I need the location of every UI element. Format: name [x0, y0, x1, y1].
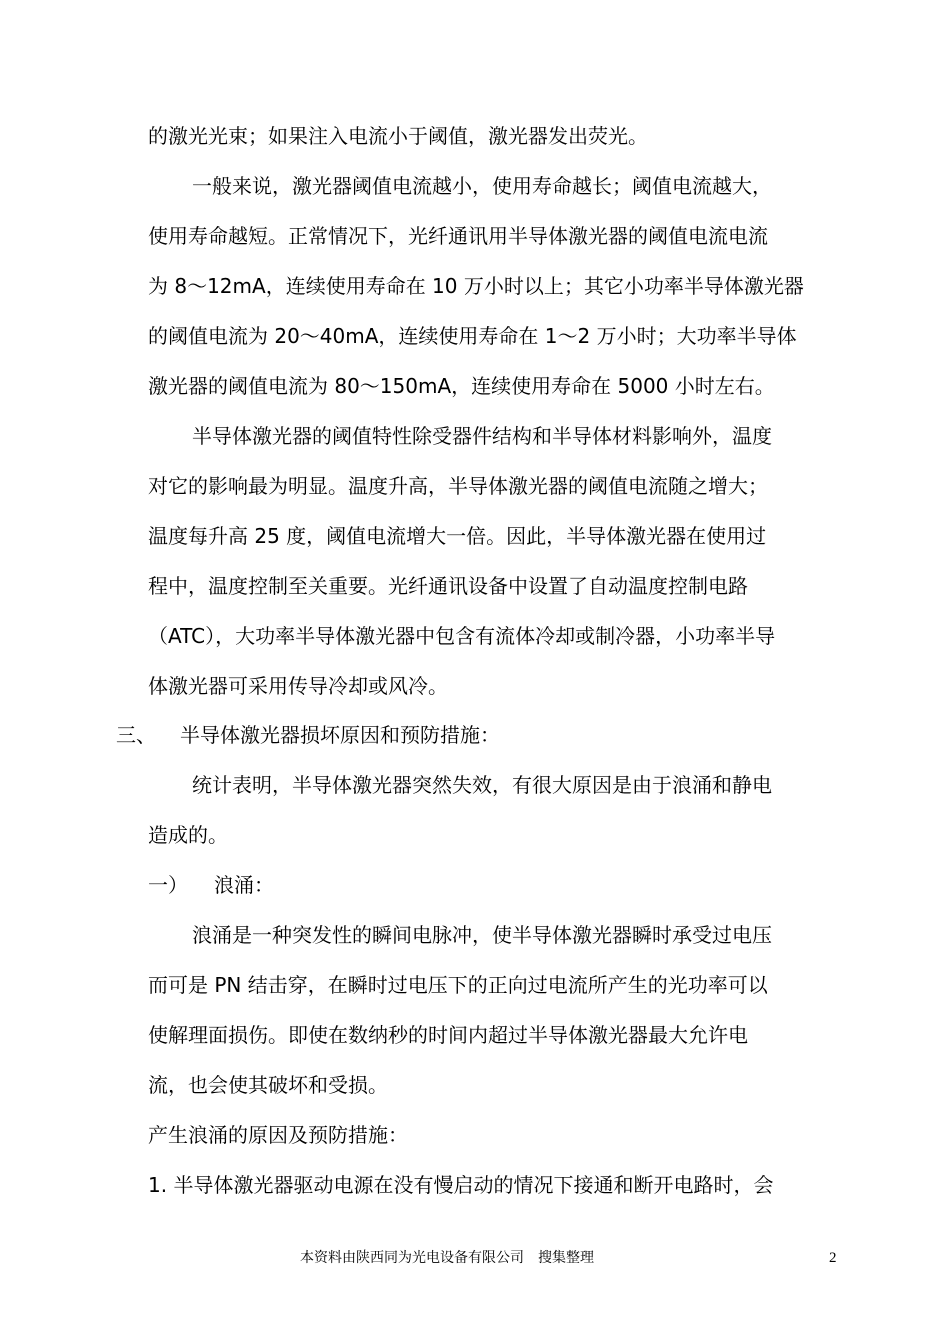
paragraph-line: 为 8～12mA，连续使用寿命在 10 万小时以上；其它小功率半导体激光器	[148, 274, 804, 298]
paragraph-line: 而可是 PN 结击穿，在瞬时过电压下的正向过电流所产生的光功率可以	[148, 973, 768, 997]
paragraph-line: 产生浪涌的原因及预防措施：	[148, 1123, 408, 1147]
section-number: 三、	[116, 723, 156, 747]
paragraph-line: 造成的。	[148, 823, 228, 847]
paragraph-line: 流，也会使其破坏和受损。	[148, 1073, 388, 1097]
paragraph-line: 体激光器可采用传导冷却或风冷。	[148, 674, 448, 698]
paragraph-line: 浪涌是一种突发性的瞬间电脉冲，使半导体激光器瞬时承受过电压	[192, 923, 772, 947]
paragraph-line: 使解理面损伤。即使在数纳秒的时间内超过半导体激光器最大允许电	[148, 1023, 748, 1047]
page-number: 2	[829, 1250, 837, 1266]
paragraph-line: 对它的影响最为明显。温度升高，半导体激光器的阈值电流随之增大；	[148, 474, 768, 498]
paragraph-line: 1. 半导体激光器驱动电源在没有慢启动的情况下接通和断开电路时，会	[148, 1173, 774, 1197]
subsection-number: 一）	[148, 873, 188, 897]
paragraph-line: （ATC），大功率半导体激光器中包含有流体冷却或制冷器，小功率半导	[148, 624, 776, 648]
subsection-heading: 浪涌：	[214, 873, 274, 897]
paragraph-line: 的激光光束；如果注入电流小于阈值，激光器发出荧光。	[148, 124, 648, 148]
paragraph-line: 激光器的阈值电流为 80～150mA，连续使用寿命在 5000 小时左右。	[148, 374, 775, 398]
paragraph-line: 统计表明，半导体激光器突然失效，有很大原因是由于浪涌和静电	[192, 773, 772, 797]
paragraph-line: 程中，温度控制至关重要。光纤通讯设备中设置了自动温度控制电路	[148, 574, 748, 598]
paragraph-line: 的阈值电流为 20～40mA，连续使用寿命在 1～2 万小时；大功率半导体	[148, 324, 797, 348]
paragraph-line: 使用寿命越短。正常情况下，光纤通讯用半导体激光器的阈值电流电流	[148, 224, 768, 248]
paragraph-line: 一般来说，激光器阈值电流越小，使用寿命越长；阈值电流越大，	[192, 174, 772, 198]
paragraph-line: 温度每升高 25 度，阈值电流增大一倍。因此，半导体激光器在使用过	[148, 524, 767, 548]
section-heading: 半导体激光器损坏原因和预防措施：	[180, 723, 500, 747]
paragraph-line: 半导体激光器的阈值特性除受器件结构和半导体材料影响外，温度	[192, 424, 772, 448]
footer-text: 本资料由陕西同为光电设备有限公司 搜集整理	[300, 1250, 594, 1266]
